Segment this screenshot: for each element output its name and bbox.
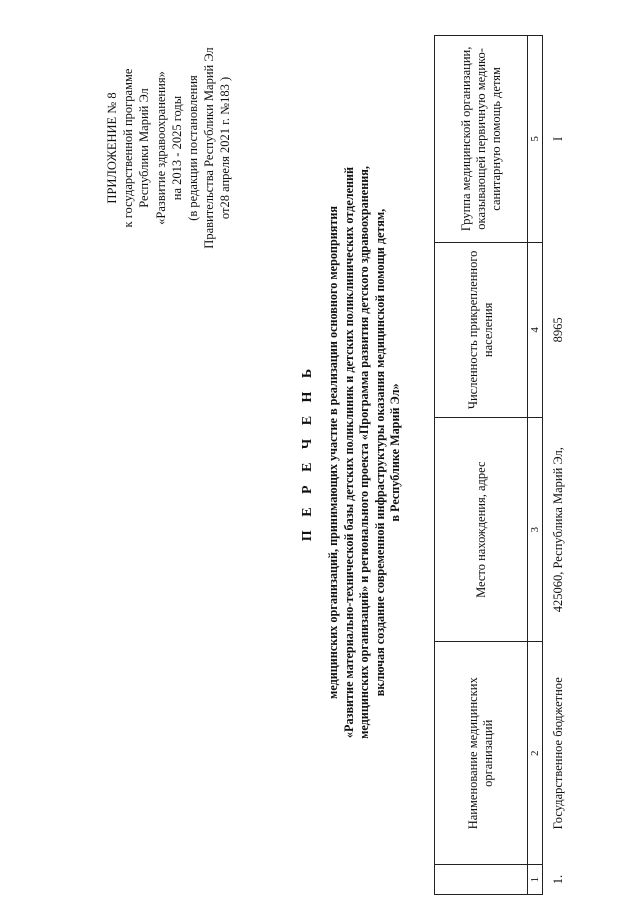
document-title: П Е Р Е Ч Е Н Ь <box>300 363 315 542</box>
table-row <box>543 36 592 895</box>
row-population: 8965 <box>551 317 565 343</box>
header-cell-population: Численность прикрепленного населения <box>435 242 528 417</box>
appendix-line: на 2013 - 2025 годы <box>169 95 184 201</box>
subtitle-line: включая создание современной инфраструктуры оказания медицинской помощи детям, <box>372 208 387 697</box>
table-header-row <box>435 36 528 895</box>
organizations-table <box>434 35 591 895</box>
document-subtitle <box>326 10 404 895</box>
subtitle-line: медицинских организаций» и регионального проекта «Программа развития детского здравоохранения, <box>357 166 371 739</box>
subtitle-line: в Республике Марий Эл» <box>388 383 402 522</box>
appendix-block <box>104 23 234 273</box>
subtitle-line: медицинских организаций, принимающих участие в реализации основного мероприятия <box>326 206 340 699</box>
row-address: 425060, Республика Марий Эл, <box>551 447 565 613</box>
column-number: 5 <box>528 36 543 243</box>
header-cell-address: Место нахождения, адрес <box>435 417 528 641</box>
appendix-line: Правительства Республики Марий Эл <box>202 47 217 249</box>
column-number-row <box>528 36 543 895</box>
appendix-line: «Развитие здравоохранения» <box>153 71 168 225</box>
row-name: Государственное бюджетное <box>551 677 565 830</box>
appendix-line: ПРИЛОЖЕНИЕ № 8 <box>105 92 119 204</box>
document-heading <box>300 10 404 895</box>
appendix-line: от28 апреля 2021 г. №183 ) <box>218 76 233 220</box>
appendix-line: к государственной программе <box>121 68 136 228</box>
appendix-line: Республики Марий Эл <box>137 88 152 208</box>
appendix-line: (в редакции постановления <box>186 75 201 221</box>
header-cell-group: Группа медицинской организации, оказывающей первичную медико-санитарную помощь детям <box>435 36 528 243</box>
column-number: 4 <box>528 242 543 417</box>
column-number: 1 <box>528 865 543 895</box>
row-number: 1. <box>551 874 565 885</box>
row-group: I <box>551 136 565 141</box>
column-number: 3 <box>528 417 543 641</box>
subtitle-line: «Развитие материально-технической базы детских поликлиник и детских поликлинических отделений <box>341 166 356 739</box>
header-cell-name: Наименование медицинских организаций <box>435 642 528 865</box>
column-number: 2 <box>528 642 543 865</box>
header-cell-number <box>435 865 528 895</box>
